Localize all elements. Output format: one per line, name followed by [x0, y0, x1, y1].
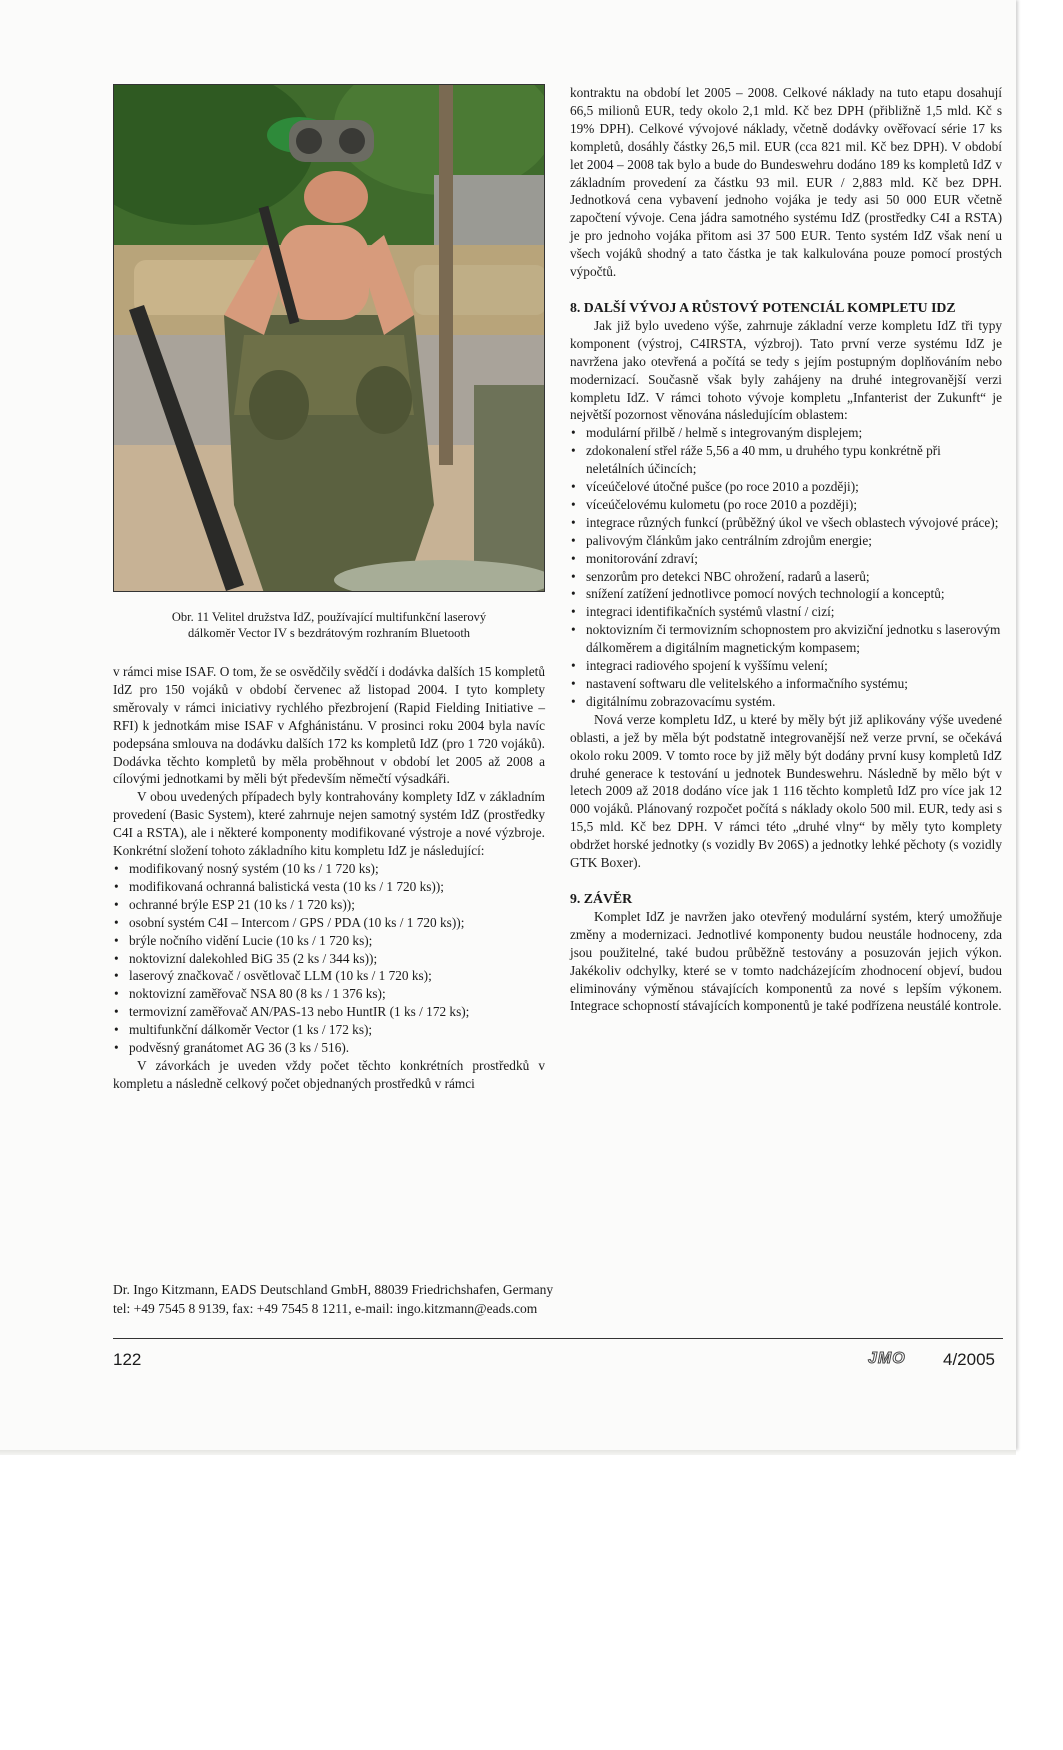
- list-item: • podvěsný granátomet AG 36 (3 ks / 516).: [113, 1039, 545, 1057]
- list-item: • noktovizní zaměřovač NSA 80 (8 ks / 1 376 ks);: [113, 985, 545, 1003]
- paragraph: Komplet IdZ je navržen jako otevřený modulární systém, který umožňuje změny a modernizaci. Jednotlivé komponenty budou neustále hodnoceny, zda jsou použitelné, také budou průběžně testovány a posuzován jejich výkon. Jakékoliv odchylky, které se v tomto nadcházejícím zhodnocení objeví, budou eliminovány výměnou stávajících komponentů za nové s lepším výkonem. Integrace schopností stávajících komponentů je také podřízena neustálé kontrole.: [570, 908, 1002, 1014]
- list-item: • ochranné brýle ESP 21 (10 ks / 1 720 ks));: [113, 896, 545, 914]
- list-item: • nastavení softwaru dle velitelského a informačního systému;: [570, 675, 1002, 693]
- paragraph: V obou uvedených případech byly kontrahovány komplety IdZ v základním provedení (Basic System), které zahrnuje nejen samotný systém IdZ (prostředky C4I a RSTA), ale i některé komponenty modifikované výstroje a nové výzbroje. Konkrétní složení tohoto základního kitu kompletu IdZ je následující:: [113, 789, 545, 859]
- list-item: • multifunkční dálkoměr Vector (1 ks / 172 ks);: [113, 1021, 545, 1039]
- list-item: • zdokonalení střel ráže 5,56 a 40 mm, u druhého typu konkrétně při neletálních účincích;: [570, 442, 1002, 478]
- figure-photo: [113, 84, 545, 592]
- author-line-2: tel: +49 7545 8 9139, fax: +49 7545 8 1211, e-mail: ingo.kitzmann@eads.com: [113, 1301, 538, 1316]
- caption-line-1: Obr. 11 Velitel družstva IdZ, používající multifunkční laserový: [171, 610, 487, 624]
- issue-number: 4/2005: [943, 1350, 995, 1369]
- section-heading-9: 9. ZÁVĚR: [570, 890, 633, 906]
- list-item: • laserový značkovač / osvětlovač LLM (10 ks / 1 720 ks);: [113, 967, 545, 985]
- paragraph: Nová verze kompletu IdZ, u které by měly být již aplikovány výše uvedené oblasti, a jež by měla být podstatně integrovanější než verze první, se očekává okolo roku 2009. V tomto roce by již měly být dodány první kusy kompletů IdZ druhé generace k testování u jednotek Bundeswehru. Následně by mělo být v letech 2009 až 2018 dodáno více jak 1 116 těchto kompletů IdZ pro více jak 12 000 vojáků. Plánovaný rozpočet počítá s náklady okolo 500 mil. EUR, tedy asi s 15,5 mld. Kč bez DPH. V rámci této „druhé vlny“ by měly tyto komplety obdržet horské jednotky (s vozidly Bv 206S) a jednotky lehké pěchoty (s vozidly GTK Boxer).: [570, 711, 1002, 871]
- caption-line-2: dálkoměr Vector IV s bezdrátovým rozhraním Bluetooth: [187, 626, 471, 640]
- footer-divider: [113, 1338, 1003, 1339]
- paragraph: kontraktu na období let 2005 – 2008. Celkové náklady na tuto etapu dosahují 66,5 milionů EUR, tedy okolo 2,1 mld. Kč bez DPH (přibližně 1,5 mld. Kč s 19% DPH). Celkové vývojové náklady, včetně dodávky ověřovací série 17 ks kompletů, dosáhly částky 26,5 mil. EUR (cca 821 mil. Kč bez DPH). V období let 2004 – 2008 tak bylo a bude do Bundeswehru dodáno 189 ks kompletů IdZ v základním provedení za částku 93 mil. EUR / 2,883 mld. Kč bez DPH. Jednotková cena vybavení jednoho vojáka je tedy asi 50 000 EUR včetně započtení vývoje. Cena jádra samotného systému IdZ (prostředky C4I a RSTA) je pro jednoho vojáka přitom asi 37 500 EUR. Tento systém IdZ však není u všech vojáků shodný a tato částka je tak kalkulována pouze pomocí prostých výpočtů.: [570, 85, 1002, 280]
- list-item: • osobní systém C4I – Intercom / GPS / PDA (10 ks / 1 720 ks));: [113, 914, 545, 932]
- list-item: • monitorování zdraví;: [570, 550, 1002, 568]
- author-line-1: Dr. Ingo Kitzmann, EADS Deutschland GmbH, 88039 Friedrichshafen, Germany: [113, 1282, 554, 1297]
- list-item: • modifikovaná ochranná balistická vesta (10 ks / 1 720 ks));: [113, 878, 545, 896]
- list-item: • senzorům pro detekci NBC ohrožení, radarů a laserů;: [570, 568, 1002, 586]
- list-item: • noktovizní dalekohled BiG 35 (2 ks / 344 ks));: [113, 950, 545, 968]
- list-item: • integraci identifikačních systémů vlastní / cizí;: [570, 603, 1002, 621]
- paragraph: v rámci mise ISAF. O tom, že se osvědčily svědčí i dodávka dalších 15 kompletů IdZ pro 150 vojáků v období červenec až listopad 2004. I tyto komplety směrovaly v rámci iniciativy rychlého přezbrojení (Rapid Fielding Initiative – RFI) k jednotkám mise ISAF v Afghánistánu. V prosinci roku 2004 byla navíc podepsána smlouva na dodávku dalších 172 ks kompletů IdZ (pro 1 720 vojáků). Dodávka těchto kompletů by měla proběhnout v období let 2005 až 2008 a cílovými jednotkami by měli být především němečtí výsadkáři.: [113, 664, 545, 787]
- list-item: • snížení zatížení jednotlivce pomocí nových technologií a konceptů;: [570, 585, 1002, 603]
- list-item: • integrace různých funkcí (průběžný úkol ve všech oblastech vývojové práce);: [570, 514, 1002, 532]
- list-item: • noktovizním či termovizním schopnostem pro akviziční jednotku s laserovým dálkoměrem a digitálním magnetickým kompasem;: [570, 621, 1002, 657]
- spacer: [570, 872, 1002, 890]
- list-item: • víceúčelovému kulometu (po roce 2010 a později);: [570, 496, 1002, 514]
- bullet-list: [570, 424, 1002, 711]
- journal-logo: JMO: [868, 1350, 906, 1367]
- list-item: • integraci radiového spojení k vyššímu velení;: [570, 657, 1002, 675]
- left-text-column: [113, 663, 545, 1093]
- bullet-list: [113, 860, 545, 1057]
- list-item: • palivovým článkům jako centrálním zdrojům energie;: [570, 532, 1002, 550]
- list-item: • termovizní zaměřovač AN/PAS-13 nebo HuntIR (1 ks / 172 ks);: [113, 1003, 545, 1021]
- right-text-column: [570, 84, 1002, 1015]
- list-item: • digitálnímu zobrazovacímu systém.: [570, 693, 1002, 711]
- list-item: • modulární přilbě / helmě s integrovaným displejem;: [570, 424, 1002, 442]
- page-number: 122: [113, 1350, 142, 1369]
- spacer: [570, 281, 1002, 299]
- list-item: • víceúčelové útočné pušce (po roce 2010 a později);: [570, 478, 1002, 496]
- soldier-photo-illustration: [114, 85, 545, 592]
- paragraph: Jak již bylo uvedeno výše, zahrnuje základní verze kompletu IdZ tři typy komponent (výstroj, C4IRSTA, výzbroj). Tato první verze systému IdZ je navržena jako otevřená a počítá se tedy s jejím postupným doplňováním nebo modernizací. Současně však byly zahájeny na druhé integrovanější verzi kompletu IdZ. V rámci tohoto vývoje kompletu „Infanterist der Zukunft“ je největší pozornost věnována následujícím oblastem:: [570, 317, 1002, 423]
- list-item: • brýle nočního vidění Lucie (10 ks / 1 720 ks);: [113, 932, 545, 950]
- section-heading-8: 8. DALŠÍ VÝVOJ A RŮSTOVÝ POTENCIÁL KOMPLETU IDZ: [570, 299, 956, 315]
- list-item: • modifikovaný nosný systém (10 ks / 1 720 ks);: [113, 860, 545, 878]
- page-edge-shadow: [0, 1450, 1016, 1455]
- paragraph: V závorkách je uveden vždy počet těchto konkrétních prostředků v kompletu a následně celkový počet objednaných prostředků v rámci: [113, 1057, 545, 1091]
- figure-caption: [113, 609, 545, 641]
- author-contact: [113, 1280, 553, 1318]
